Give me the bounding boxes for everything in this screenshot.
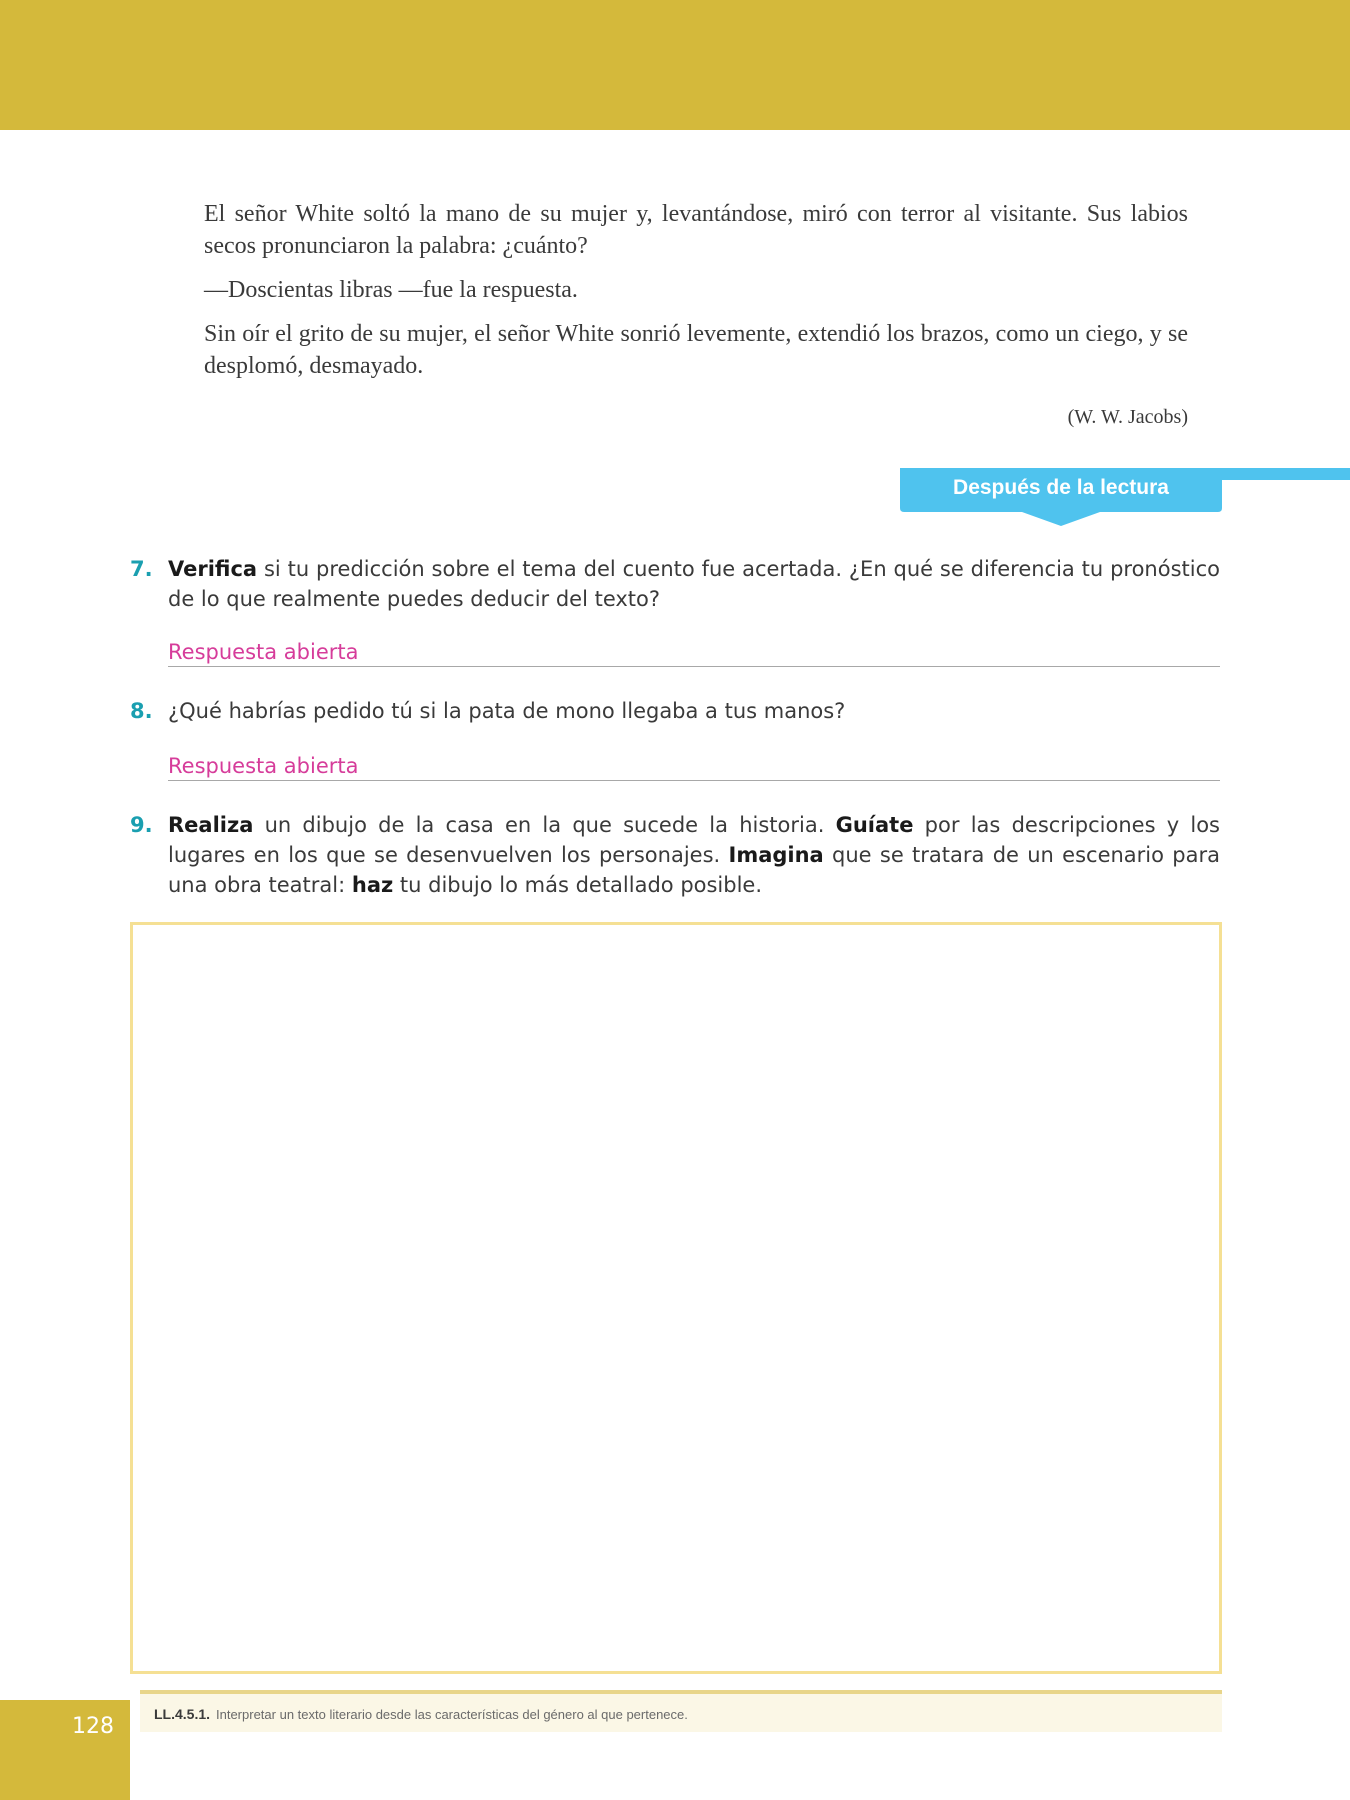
page-number-tab (0, 1700, 130, 1800)
banner-stripe (1222, 468, 1350, 480)
answer-line-7[interactable]: Respuesta abierta (168, 632, 1220, 667)
question-body: si tu predicción sobre el tema del cuento fue acertada. ¿En qué se diferencia tu pronóstico de lo que realmente puedes deducir del texto? (168, 557, 1220, 611)
question-7 (130, 554, 1220, 614)
page-number: 128 (72, 1714, 114, 1739)
question-text: ¿Qué habrías pedido tú si la pata de mono llegaba a tus manos? (168, 699, 846, 723)
question-verb: Guíate (835, 813, 914, 837)
question-8 (130, 696, 1220, 726)
question-verb: Realiza (168, 813, 254, 837)
answer-line-8[interactable]: Respuesta abierta (168, 746, 1220, 781)
skill-description: Interpretar un texto literario desde las características del género al que pertenece. (216, 1707, 688, 1722)
drawing-area[interactable] (130, 922, 1222, 1674)
question-verb: Imagina (728, 843, 824, 867)
question-text (168, 554, 1220, 614)
question-number: 7. (130, 557, 153, 581)
reading-paragraph-2: —Doscientas libras —fue la respuesta. (204, 277, 578, 303)
skill-code: LL.4.5.1. (154, 1706, 211, 1722)
question-verb: Verifica (168, 557, 258, 581)
question-verb: haz (351, 873, 394, 897)
author-credit: (W. W. Jacobs) (1067, 406, 1188, 428)
question-text: Realiza un dibujo de la casa en la que sucede la historia. Guíate por las descripciones y los lugares en los que se desenvuelven los personajes. Imagina que se tratara de un escenario para una obra teatral: haz tu dibujo lo más detallado posible. (168, 813, 1220, 897)
reading-excerpt (204, 198, 1188, 394)
reading-paragraph-1: El señor White soltó la mano de su mujer y, levantándose, miró con terror al visitante. Sus labios secos pronunciaron la palabra: ¿cuánto? (204, 201, 1188, 259)
banner-label: Después de la lectura (953, 476, 1169, 499)
skill-footer (140, 1690, 1222, 1732)
top-color-band (0, 0, 1350, 130)
question-number: 8. (130, 699, 153, 723)
section-banner (900, 468, 1222, 528)
question-9 (130, 810, 1220, 900)
question-number: 9. (130, 813, 153, 837)
reading-paragraph-3: Sin oír el grito de su mujer, el señor White sonrió levemente, extendió los brazos, como un ciego, y se desplomó, desmayado. (204, 321, 1188, 379)
